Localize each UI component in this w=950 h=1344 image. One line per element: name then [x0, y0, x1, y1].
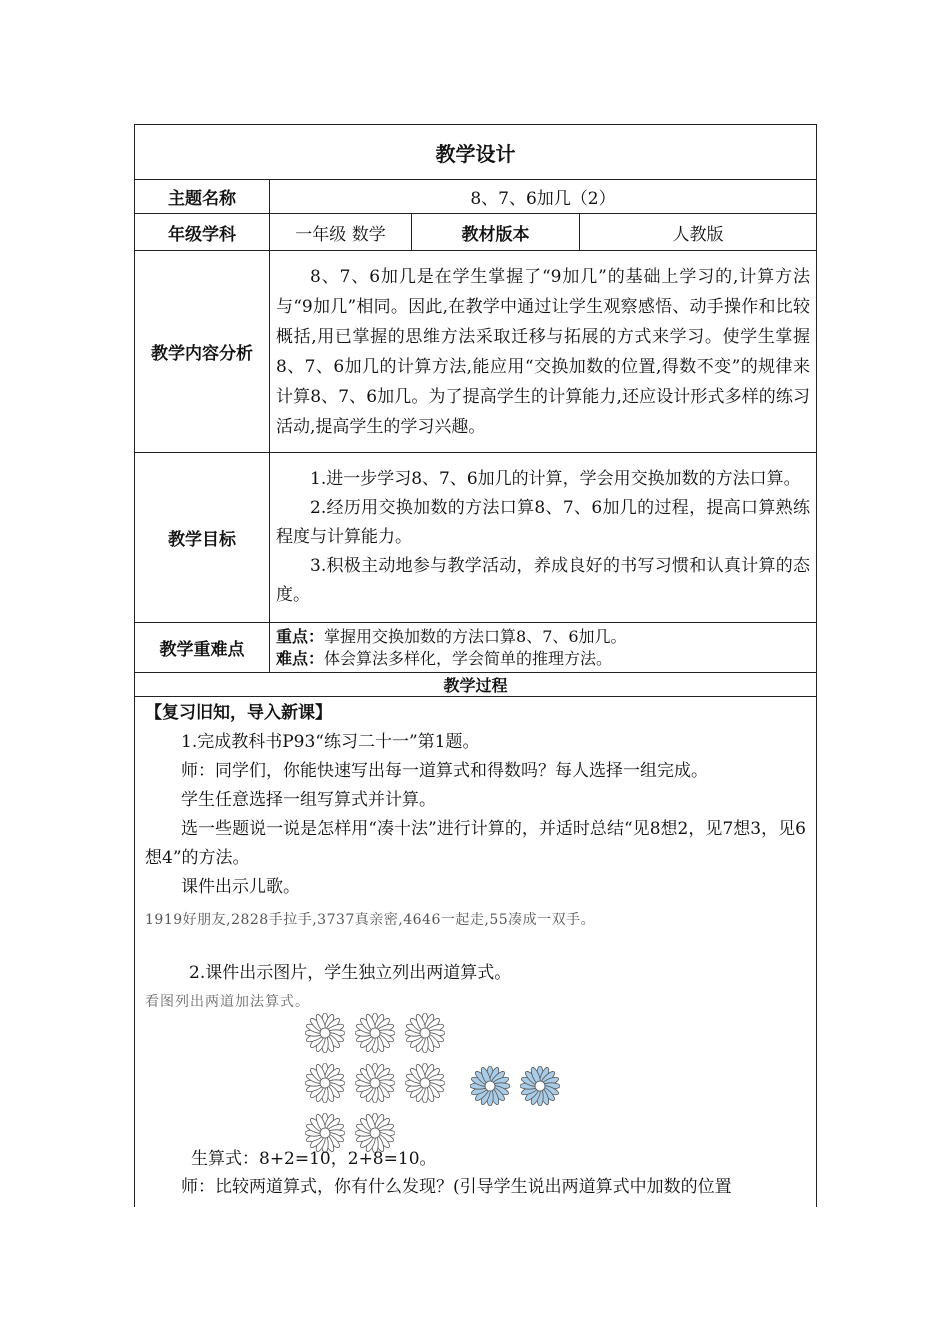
process-line: 学生任意选择一组写算式并计算。: [181, 790, 436, 810]
difficulty-text: 体会算法多样化，学会简单的推理方法。: [324, 648, 613, 668]
student-answer: 生算式：8+2=10，2+8=10。: [191, 1149, 437, 1169]
edition-value: 人教版: [580, 214, 817, 251]
topic-label: 主题名称: [135, 180, 270, 214]
content-analysis-text: 8、7、6加几是在学生掌握了“9加几”的基础上学习的,计算方法与“9加几”相同。因此,在教学中通过让学生观察感悟、动手操作和比较概括,用已掌握的思维方法采取迁移与拓展的方式来学习。使学生掌握8、7、6加几的计算方法,能应用“交换加数的位置,得数不变”的规律来计算8、7、6加几。为了提高学生的计算能力,还应设计形式多样的练习活动,提高学生的学习兴趣。: [276, 266, 810, 437]
process-line: 课件出示儿歌。: [181, 877, 300, 897]
blue-flower: [520, 1066, 560, 1106]
document-title: 教学设计: [135, 125, 817, 180]
edition-label: 教材版本: [412, 214, 580, 251]
process-line: 1.完成教科书P93“练习二十一”第1题。: [181, 732, 480, 752]
teacher-question: 师：比较两道算式，你有什么发现？(引导学生说出两道算式中加数的位置: [181, 1177, 732, 1197]
white-flower: [305, 1063, 345, 1103]
process-line: 选一些题说一说是怎样用“凑十法”进行计算的，并适时总结“见8想2，见7想3，见6想4”的方法。: [145, 819, 806, 868]
process-line: 师：同学们，你能快速写出每一道算式和得数吗？每人选择一组完成。: [181, 761, 708, 781]
white-flower: [355, 1013, 395, 1053]
difficulty-label: 难点：: [276, 648, 325, 668]
key-points-cell: [270, 623, 817, 673]
white-flower: [305, 1013, 345, 1053]
lesson-plan-document: [134, 124, 816, 1207]
content-analysis-label: 教学内容分析: [135, 251, 270, 453]
white-flower: [405, 1063, 445, 1103]
lesson-plan-table: [134, 124, 817, 1207]
children-song: 1919好朋友,2828手拉手,3737真亲密,4646一起走,55凑成一双手。: [145, 912, 596, 928]
key-points-label: 教学重难点: [135, 623, 270, 673]
topic-value: 8、7、6加几（2）: [270, 180, 817, 214]
goal-item: 2.经历用交换加数的方法口算8、7、6加几的过程，提高口算熟练程度与计算能力。: [276, 498, 810, 547]
step-two: 2.课件出示图片，学生独立列出两道算式。: [189, 963, 512, 983]
grade-label: 年级学科: [135, 214, 270, 251]
process-heading: 教学过程: [135, 673, 817, 697]
process-section-title: 【复习旧知，导入新课】: [145, 703, 332, 723]
white-flower: [355, 1063, 395, 1103]
content-analysis-cell: [270, 251, 817, 453]
grade-value: 一年级 数学: [270, 214, 412, 251]
goal-item: 1.进一步学习8、7、6加几的计算，学会用交换加数的方法口算。: [310, 469, 801, 489]
focus-text: 掌握用交换加数的方法口算8、7、6加几。: [324, 626, 627, 646]
goals-cell: [270, 453, 817, 623]
picture-caption: 看图列出两道加法算式。: [145, 994, 310, 1010]
blue-flower: [470, 1066, 510, 1106]
goals-label: 教学目标: [135, 453, 270, 623]
white-flower: [405, 1013, 445, 1053]
focus-label: 重点：: [276, 626, 325, 646]
process-cell: [135, 697, 817, 1208]
goal-item: 3.积极主动地参与教学活动，养成良好的书写习惯和认真计算的态度。: [276, 556, 810, 605]
